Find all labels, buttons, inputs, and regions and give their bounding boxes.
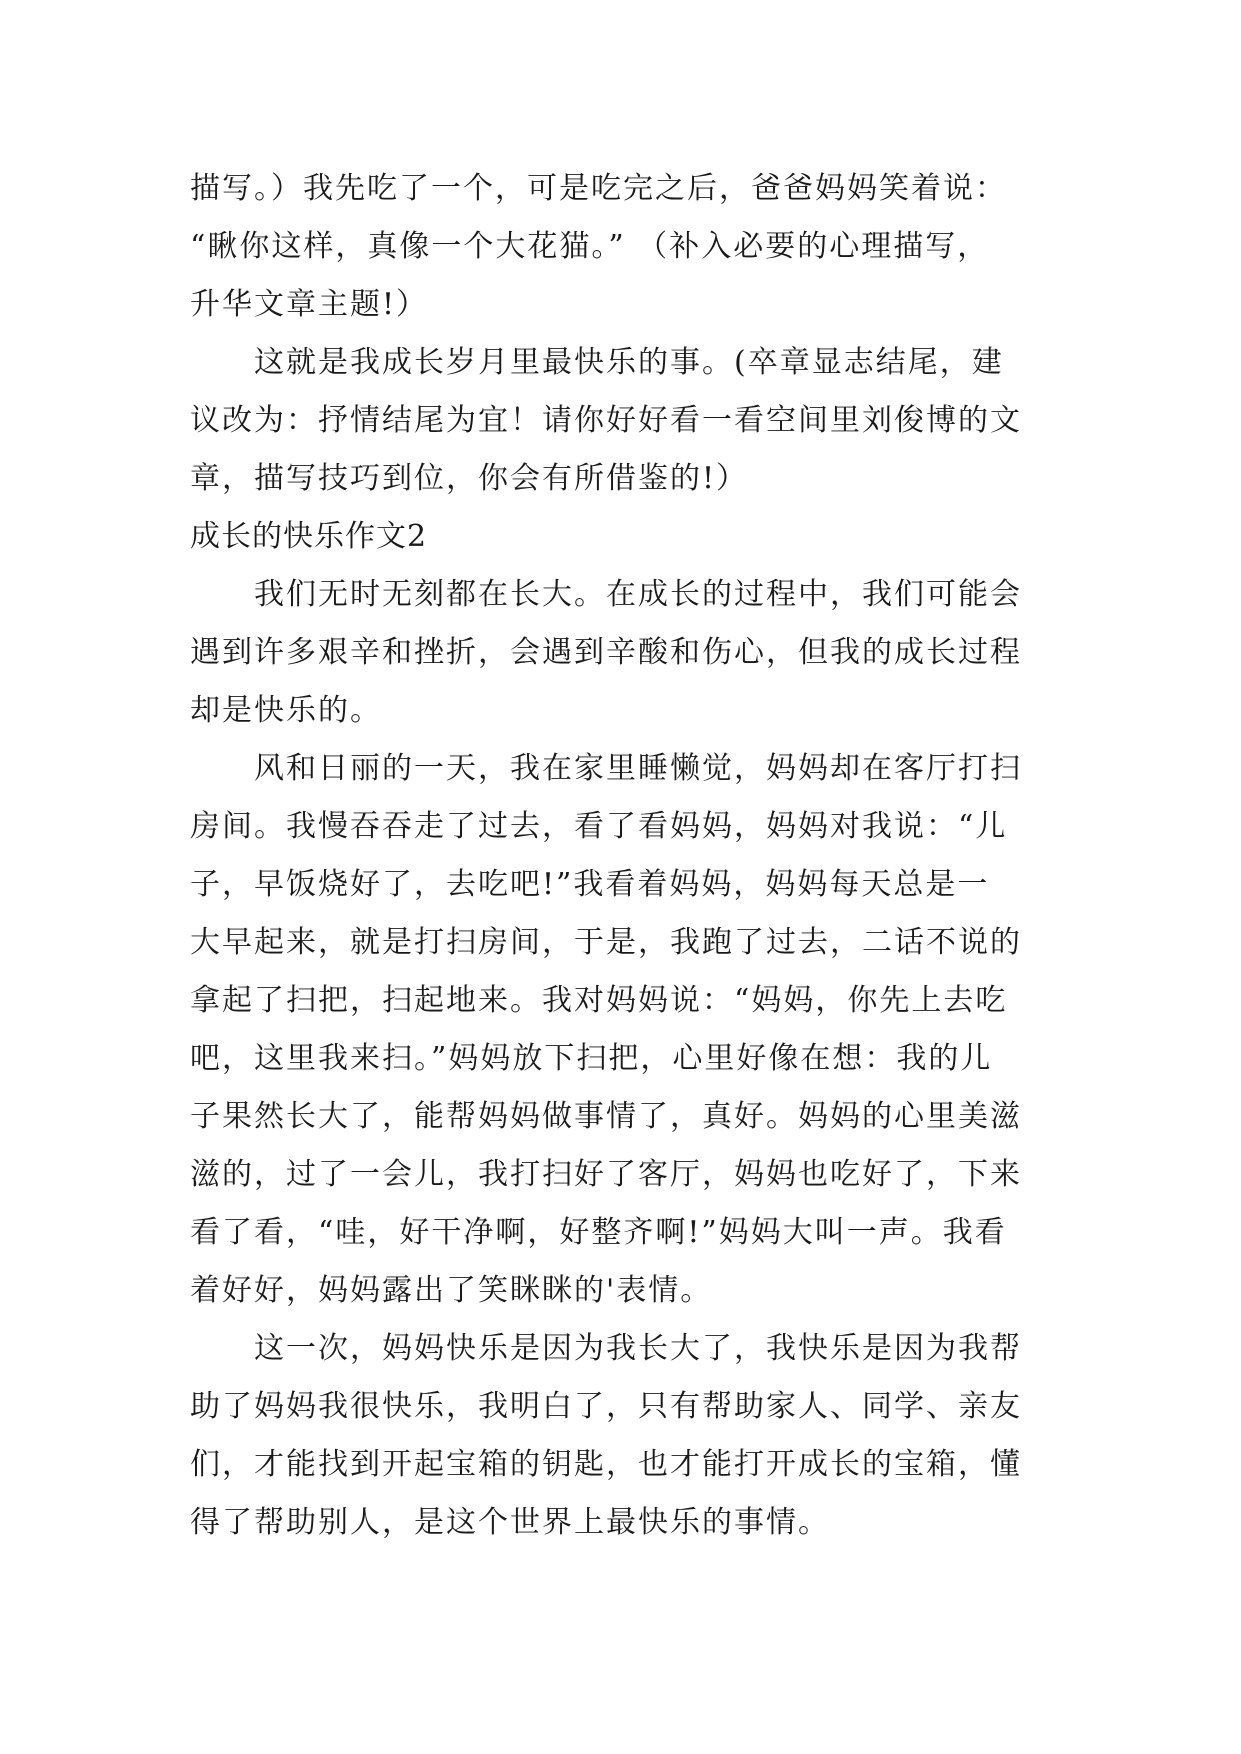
text-line: 遇到许多艰辛和挫折，会遇到辛酸和伤心，但我的成长过程 <box>190 635 1022 670</box>
text-line: 拿起了扫把，扫起地来。我对妈妈说：“妈妈，你先上去吃 <box>190 983 1008 1018</box>
text-line: 得了帮助别人，是这个世界上最快乐的事情。 <box>190 1505 830 1540</box>
text-line: 吧，这里我来扫。”妈妈放下扫把，心里好像在想：我的儿 <box>190 1041 993 1076</box>
essay-title: 成长的快乐作文2 <box>190 519 428 554</box>
paragraph-reflection <box>190 1320 1058 1552</box>
text-line: 滋的，过了一会儿，我打扫好了客厅，妈妈也吃好了，下来 <box>190 1157 1022 1192</box>
text-line: 升华文章主题!） <box>190 287 429 322</box>
document-body <box>190 160 1058 1552</box>
text-line: 却是快乐的。 <box>190 693 382 728</box>
text-line: 子果然长大了，能帮妈妈做事情了，真好。妈妈的心里美滋 <box>190 1099 1022 1134</box>
text-line: 议改为：抒情结尾为宜！请你好好看一看空间里刘俊博的文 <box>190 403 1022 438</box>
text-line: 们，才能找到开起宝箱的钥匙，也才能打开成长的宝箱，懂 <box>190 1447 1022 1482</box>
text-line: 描写。）我先吃了一个，可是吃完之后，爸爸妈妈笑着说： <box>190 171 1007 206</box>
text-line: 这一次，妈妈快乐是因为我长大了，我快乐是因为我帮 <box>254 1331 1022 1366</box>
text-line: “瞅你这样，真像一个大花猫。” （补入必要的心理描写， <box>190 229 990 264</box>
text-line: 看了看，“哇，好干净啊，好整齐啊!”妈妈大叫一声。我看 <box>190 1215 1007 1250</box>
text-line: 助了妈妈我很快乐，我明白了，只有帮助家人、同学、亲友 <box>190 1389 1022 1424</box>
paragraph-conclusion-comment <box>190 334 1058 508</box>
text-line: 房间。我慢吞吞走了过去，看了看妈妈，妈妈对我说：“儿 <box>190 809 1008 844</box>
text-line: 着好好，妈妈露出了笑眯眯的'表情。 <box>190 1273 713 1308</box>
text-line: 我们无时无刻都在长大。在成长的过程中，我们可能会 <box>254 577 1022 612</box>
paragraph-intro <box>190 566 1058 740</box>
text-line: 风和日丽的一天，我在家里睡懒觉，妈妈却在客厅打扫 <box>254 751 1022 786</box>
text-line: 子，早饭烧好了，去吃吧!”我看着妈妈，妈妈每天总是一 <box>190 867 990 902</box>
text-line: 章，描写技巧到位，你会有所借鉴的!） <box>190 461 749 496</box>
paragraph-continued <box>190 160 1058 334</box>
paragraph-story <box>190 740 1058 1320</box>
text-line: 这就是我成长岁月里最快乐的事。(卒章显志结尾，建 <box>254 345 1004 380</box>
text-line: 大早起来，就是打扫房间，于是，我跑了过去，二话不说的 <box>190 925 1022 960</box>
